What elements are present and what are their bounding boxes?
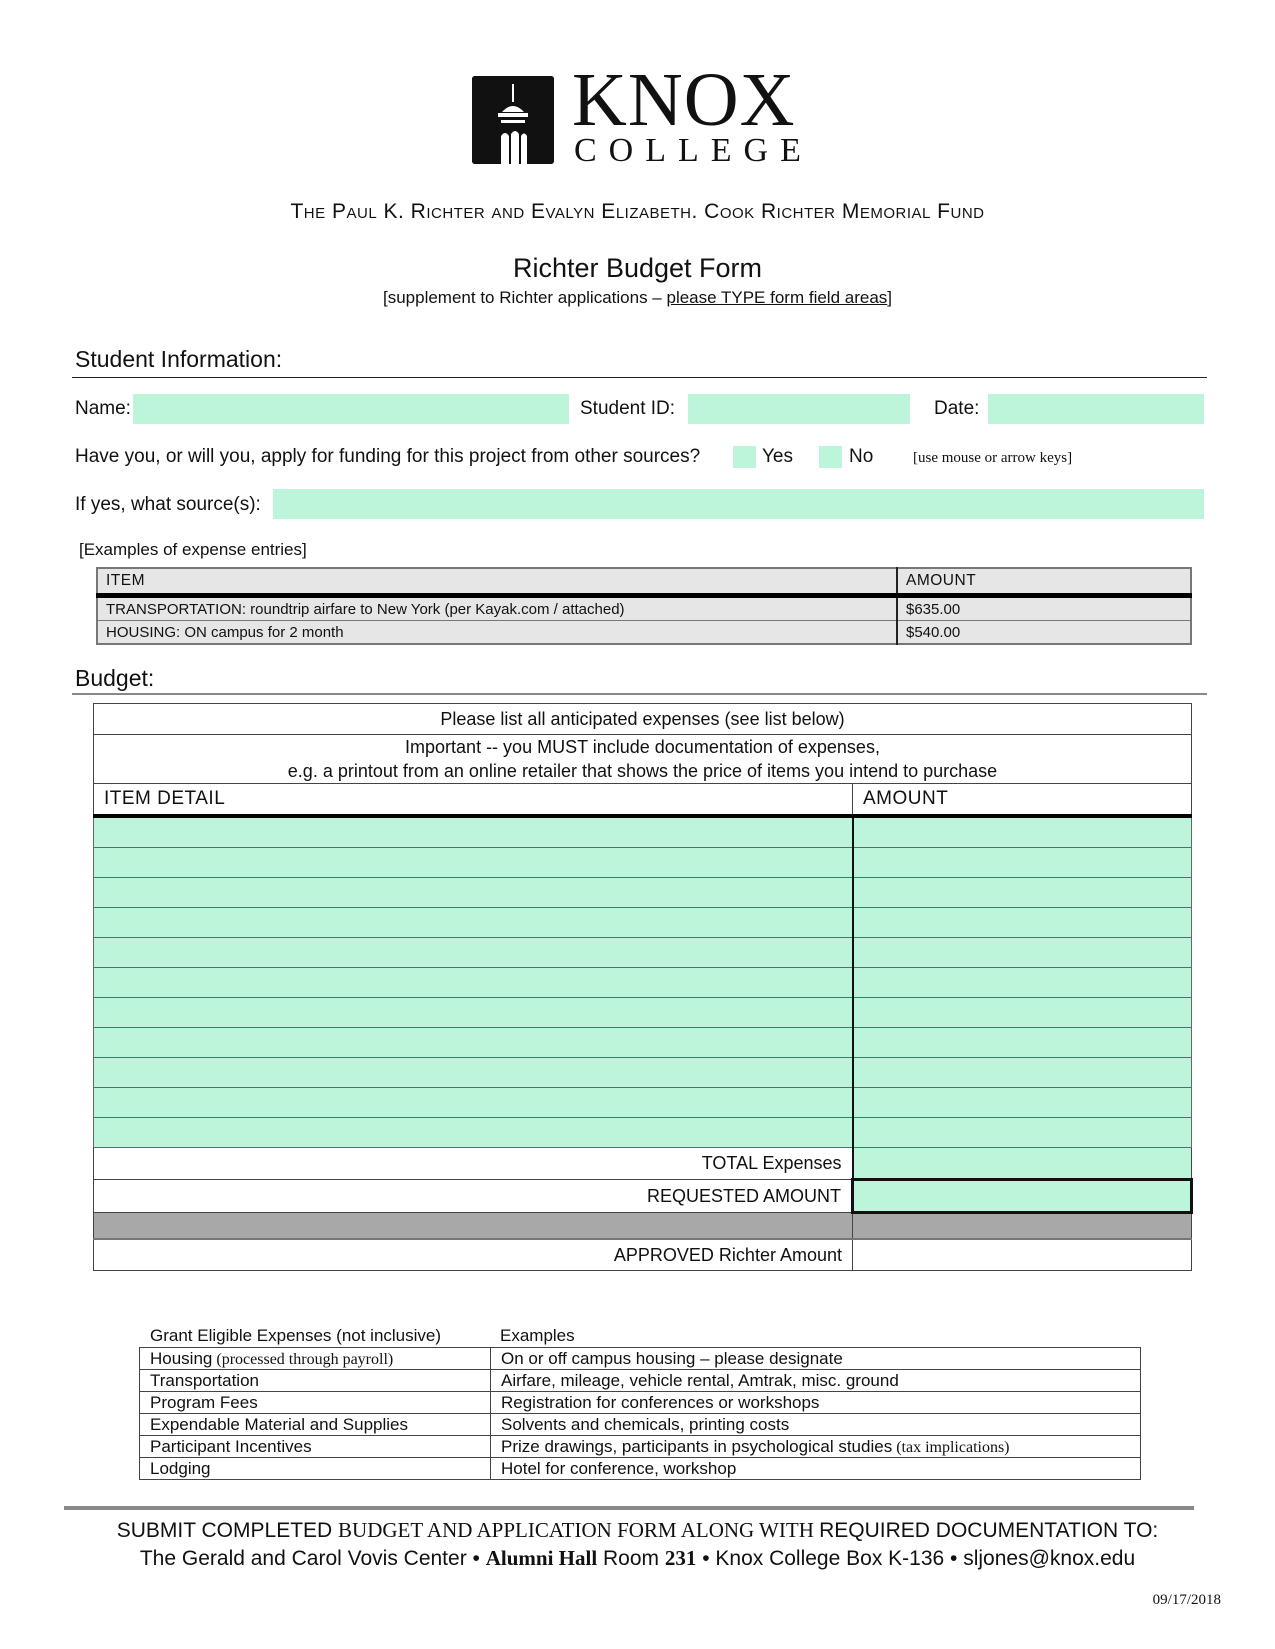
amount-field[interactable]: [853, 908, 1192, 938]
eligible-expenses-table: [139, 1347, 1141, 1480]
item-detail-field[interactable]: [94, 1058, 853, 1088]
address-room-label: Room: [597, 1547, 665, 1570]
item-detail-field[interactable]: [94, 848, 853, 878]
example-text: Prize drawings, participants in psychological studies: [501, 1436, 893, 1456]
requested-amount-label: REQUESTED AMOUNT: [94, 1180, 853, 1213]
table-row: [97, 596, 1191, 621]
amount-field[interactable]: [853, 816, 1192, 848]
logo-knox-text: KNOX: [572, 58, 796, 142]
budget-line-row: [94, 848, 1192, 878]
examples-table: [96, 567, 1192, 645]
student-id-label: Student ID:: [580, 398, 676, 419]
no-label: No: [849, 446, 874, 467]
separator-cell: [94, 1213, 853, 1240]
instruction-row: [94, 735, 1192, 784]
instruction-list-expenses: Please list all anticipated expenses (see list below): [94, 704, 1192, 735]
amount-field[interactable]: [853, 1058, 1192, 1088]
eligible-header: [150, 1326, 1100, 1348]
logo-college-text: COLLEGE: [574, 132, 813, 169]
revision-date: 09/17/2018: [1152, 1592, 1221, 1608]
eligible-col-category: Grant Eligible Expenses (not inclusive): [150, 1326, 442, 1345]
funding-question: Have you, or will you, apply for funding for this project from other sources?: [75, 446, 701, 467]
example-item: HOUSING: ON campus for 2 month: [97, 621, 897, 645]
fund-title: The Paul K. Richter and Evalyn Elizabeth. Cook Richter Memorial Fund: [290, 200, 985, 223]
requested-amount-field[interactable]: [853, 1180, 1192, 1213]
item-detail-field[interactable]: [94, 816, 853, 848]
student-info-heading: Student Information:: [75, 346, 283, 372]
subtitle-prefix: [supplement to Richter applications –: [382, 288, 667, 307]
table-row: [140, 1414, 1141, 1436]
examples-caption: [Examples of expense entries]: [79, 540, 307, 559]
item-detail-field[interactable]: [94, 938, 853, 968]
office-use-separator: [94, 1213, 1192, 1240]
source-label: If yes, what source(s):: [75, 494, 261, 515]
name-label: Name:: [75, 398, 131, 419]
col-amount: AMOUNT: [853, 784, 1192, 817]
page-title: Richter Budget Form: [512, 253, 763, 283]
table-row: [140, 1458, 1141, 1480]
address-building: Alumni Hall: [485, 1546, 598, 1570]
eligible-category: Program Fees: [140, 1392, 491, 1414]
table-row: [140, 1348, 1141, 1370]
example-amount: $635.00: [897, 596, 1191, 621]
amount-field[interactable]: [853, 1028, 1192, 1058]
eligible-example: Registration for conferences or workshops: [491, 1392, 1141, 1414]
table-row: [140, 1436, 1141, 1458]
item-detail-field[interactable]: [94, 1028, 853, 1058]
budget-line-row: [94, 968, 1192, 998]
budget-line-row: [94, 938, 1192, 968]
approved-row: [94, 1239, 1192, 1271]
item-detail-field[interactable]: [94, 1088, 853, 1118]
eligible-category: Lodging: [140, 1458, 491, 1480]
approved-amount-value: [853, 1239, 1192, 1271]
submit-address: [0, 1546, 1275, 1571]
budget-header-row: [94, 784, 1192, 817]
eligible-example: Airfare, mileage, vehicle rental, Amtrak, misc. ground: [491, 1370, 1141, 1392]
amount-field[interactable]: [853, 998, 1192, 1028]
instruction-important: Important -- you MUST include documentation of expenses,: [405, 737, 880, 757]
budget-line-row: [94, 878, 1192, 908]
eligible-category: Expendable Material and Supplies: [140, 1414, 491, 1436]
col-item-detail: ITEM DETAIL: [94, 784, 853, 817]
eligible-example: On or off campus housing – please designate: [491, 1348, 1141, 1370]
eligible-example: [491, 1436, 1141, 1458]
date-label: Date:: [934, 398, 980, 419]
yes-radio[interactable]: [733, 446, 756, 468]
amount-field[interactable]: [853, 848, 1192, 878]
budget-line-row: [94, 1058, 1192, 1088]
submit-text-b: BUDGET AND APPLICATION FORM ALONG WITH: [338, 1518, 820, 1542]
amount-field[interactable]: [853, 878, 1192, 908]
student-id-field[interactable]: [688, 394, 910, 424]
name-field[interactable]: [133, 394, 569, 424]
amount-field[interactable]: [853, 1088, 1192, 1118]
requested-row: [94, 1180, 1192, 1213]
date-field[interactable]: [988, 394, 1204, 424]
address-room-number: 231: [664, 1546, 697, 1570]
item-detail-field[interactable]: [94, 998, 853, 1028]
bell-tower-icon: [472, 76, 554, 164]
amount-field[interactable]: [853, 1118, 1192, 1148]
budget-line-row: [94, 1088, 1192, 1118]
table-row: [140, 1370, 1141, 1392]
address-center: The Gerald and Carol Vovis Center •: [139, 1547, 486, 1570]
total-row: [94, 1148, 1192, 1180]
table-row: [140, 1392, 1141, 1414]
knox-college-logo: [472, 58, 813, 169]
submit-text-a: SUBMIT COMPLETED: [116, 1519, 339, 1542]
separator-cell: [853, 1213, 1192, 1240]
budget-line-row: [94, 816, 1192, 848]
table-row: [97, 621, 1191, 645]
examples-col-item: ITEM: [97, 568, 897, 596]
subtitle-suffix: ]: [887, 288, 893, 307]
source-field[interactable]: [273, 489, 1204, 519]
no-radio[interactable]: [819, 446, 842, 468]
budget-line-row: [94, 1118, 1192, 1148]
eligible-example: Hotel for conference, workshop: [491, 1458, 1141, 1480]
item-detail-field[interactable]: [94, 878, 853, 908]
budget-heading: Budget:: [75, 665, 155, 691]
approved-amount-label: APPROVED Richter Amount: [94, 1239, 853, 1271]
eligible-category: Transportation: [140, 1370, 491, 1392]
eligible-category: [140, 1348, 491, 1370]
item-detail-field[interactable]: [94, 1118, 853, 1148]
budget-line-row: [94, 908, 1192, 938]
example-amount: $540.00: [897, 621, 1191, 645]
item-detail-field[interactable]: [94, 968, 853, 998]
item-detail-field[interactable]: [94, 908, 853, 938]
instruction-row: [94, 704, 1192, 735]
instruction-example: e.g. a printout from an online retailer that shows the price of items you intend to purchase: [287, 761, 998, 781]
examples-header-row: [97, 568, 1191, 596]
example-note: (tax implications): [892, 1438, 1010, 1456]
radio-hint: [use mouse or arrow keys]: [913, 450, 1073, 466]
budget-divider: [72, 693, 1207, 695]
instruction-documentation: [94, 735, 1192, 784]
budget-line-row: [94, 998, 1192, 1028]
amount-field[interactable]: [853, 968, 1192, 998]
form-subtitle: [0, 288, 1275, 308]
address-box-email: • Knox College Box K-136 • sljones@knox.edu: [696, 1547, 1136, 1570]
submit-instructions: [0, 1518, 1275, 1543]
examples-col-amount: AMOUNT: [897, 568, 1191, 596]
budget-line-row: [94, 1028, 1192, 1058]
footer-divider: [64, 1506, 1194, 1510]
total-expenses-label: TOTAL Expenses: [94, 1148, 853, 1180]
amount-field[interactable]: [853, 938, 1192, 968]
eligible-example: Solvents and chemicals, printing costs: [491, 1414, 1141, 1436]
student-info-divider: [72, 377, 1207, 378]
budget-table: [93, 703, 1193, 1271]
category-name: Housing: [150, 1348, 213, 1368]
total-expenses-field[interactable]: [853, 1148, 1192, 1180]
subtitle-instruction: please TYPE form field areas: [666, 288, 888, 307]
yes-label: Yes: [762, 446, 793, 467]
example-item: TRANSPORTATION: roundtrip airfare to New York (per Kayak.com / attached): [97, 596, 897, 621]
eligible-col-examples: Examples: [500, 1326, 575, 1345]
eligible-category: Participant Incentives: [140, 1436, 491, 1458]
submit-text-c: REQUIRED DOCUMENTATION TO:: [819, 1519, 1159, 1542]
category-note: (processed through payroll): [212, 1350, 394, 1368]
